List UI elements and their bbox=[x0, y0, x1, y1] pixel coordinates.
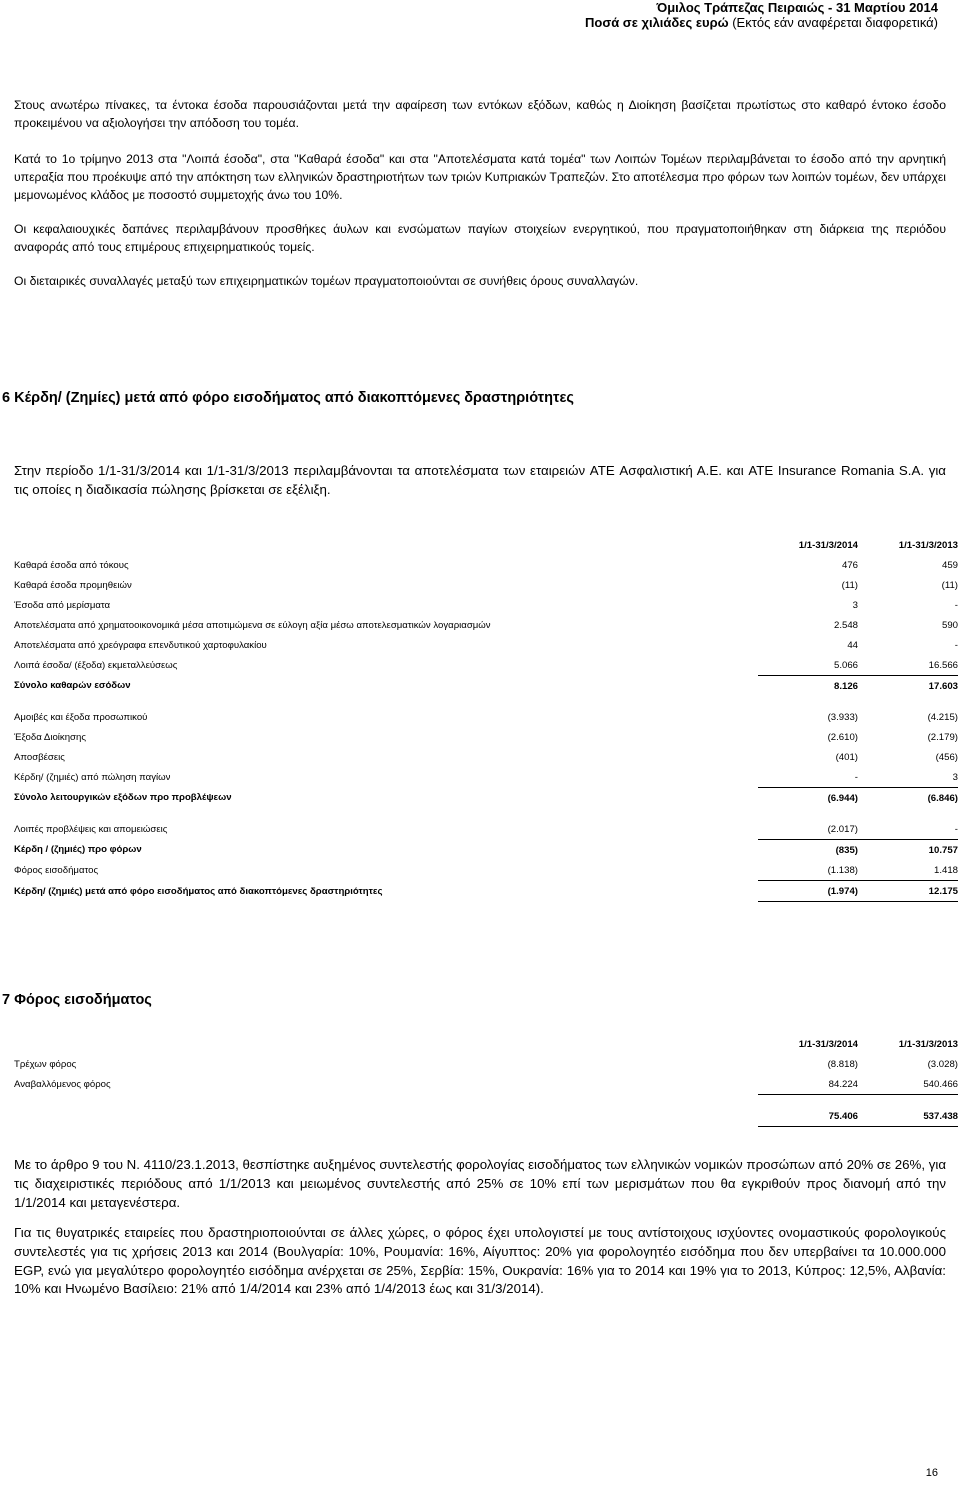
intro-paragraph-4: Οι διεταιρικές συναλλαγές μεταξύ των επιχειρηματικών τομέων πραγματοποιούνται σε συνήθεις όρους συναλλαγών. bbox=[14, 274, 639, 288]
section-7-title: 7 Φόρος εισοδήματος bbox=[2, 992, 152, 1008]
table-row: Αποσβέσεις (401) (456) bbox=[14, 751, 958, 763]
header-subtitle bbox=[585, 15, 938, 30]
table-row: Έσοδα από μερίσματα 3 - bbox=[14, 599, 958, 611]
table-row: Φόρος εισοδήματος (1.138) 1.418 bbox=[14, 860, 958, 881]
table-header-row bbox=[14, 1034, 958, 1054]
column-header-2014: 1/1-31/3/2014 bbox=[798, 539, 858, 551]
intro-paragraph-3: Οι κεφαλαιουχικές δαπάνες περιλαμβάνουν προσθήκες άυλων και ενσώματων παγίων στοιχείων ενεργητικού, που πραγματοποιήθηκαν στη διάρκεια της περιόδου αναφοράς από τους επιμέρους επιχειρηματικούς τομείς. bbox=[14, 222, 946, 254]
column-header-2014: 1/1-31/3/2014 bbox=[798, 1038, 858, 1050]
table-row: Κέρδη/ (ζημιές) από πώληση παγίων - 3 bbox=[14, 767, 958, 788]
table-row: Καθαρά έσοδα από τόκους 476 459 bbox=[14, 559, 958, 571]
discontinued-operations-table bbox=[14, 535, 958, 902]
page-number: 16 bbox=[925, 1467, 938, 1479]
header-subtitle-rest: (Εκτός εάν αναφέρεται διαφορετικά) bbox=[728, 15, 938, 30]
column-header-2013: 1/1-31/3/2013 bbox=[898, 539, 958, 551]
header-title: Όμιλος Τράπεζας Πειραιώς - 31 Μαρτίου 2014 bbox=[656, 0, 938, 15]
table-row: Λοιπά έσοδα/ (έξοδα) εκμεταλλεύσεως 5.066 16.566 bbox=[14, 655, 958, 676]
section-6-text: Στην περίοδο 1/1-31/3/2014 και 1/1-31/3/2013 περιλαμβάνονται τα αποτελέσματα των εταιρειών ATE Ασφαλιστική Α.Ε. και ATE Insurance Romania S.A. για τις οποίες η διαδικασία πώλησης βρίσκεται σε εξέλιξη. bbox=[14, 463, 946, 497]
page-header bbox=[585, 0, 938, 30]
table-row: Λοιπές προβλέψεις και απομειώσεις (2.017) - bbox=[14, 819, 958, 840]
table-total-row: Σύνολο καθαρών εσόδων 8.126 17.603 bbox=[14, 680, 958, 692]
table-row: Τρέχων φόρος (8.818) (3.028) bbox=[14, 1058, 958, 1070]
section-7-paragraph-1: Με το άρθρο 9 του Ν. 4110/23.1.2013, θεσπίστηκε αυξημένος συντελεστής φορολογίας εισοδήματος των ελληνικών νομικών προσώπων από 20% σε 26%, για τις διαχειριστικές περιόδους από 1/1/2013 και μειωμένος συντελεστής από 25% σε 10% επί των μερισμάτων που θα εγκριθούν προς διανομή από την 1/1/2014 και μεταγενέστερα. bbox=[14, 1157, 947, 1210]
table-total-row: Κέρδη / (ζημιές) προ φόρων (835) 10.757 bbox=[14, 844, 958, 856]
table-total-row: 75.406 537.438 bbox=[14, 1106, 958, 1127]
section-6-title: 6 Κέρδη/ (Ζημίες) μετά από φόρο εισοδήματος από διακοπτόμενες δραστηριότητες bbox=[2, 390, 574, 406]
table-row: Αμοιβές και έξοδα προσωπικού (3.933) (4.215) bbox=[14, 711, 958, 723]
intro-paragraph-2: Κατά το 1ο τρίμηνο 2013 στα "Λοιπά έσοδα", στα "Καθαρά έσοδα" και στα "Αποτελέσματα κατά τομέα" των Λοιπών Τομέων περιλαμβάνεται το έσοδο από την αρνητική υπεραξία που προέκυψε από την απόκτηση των ελληνικών δραστηριοτήτων των τριών Κυπριακών Τραπεζών. Στο αποτέλεσμα προ φόρων των λοιπών τομέων, δεν υπάρχει μεμονωμένος κλάδος με ποσοστό συμμετοχής άνω του 10%. bbox=[14, 152, 946, 202]
table-total-row: Σύνολο λειτουργικών εξόδων προ προβλέψεων (6.944) (6.846) bbox=[14, 792, 958, 804]
section-7-paragraph-2: Για τις θυγατρικές εταιρείες που δραστηριοποιούνται σε άλλες χώρες, ο φόρος έχει υπολογιστεί με τους αντίστοιχους ισχύοντες ονομαστικούς φορολογικούς συντελεστές για τις χρήσεις 2013 και 2014 (Βουλγαρία: 10%, Ρουμανία: 16%, Αίγυπτος: 20% για φορολογητέο εισόδημα που δεν υπερβαίνει τα 10.000.000 EGP, ενώ για μεγαλύτερο φορολογητέο εισόδημα ανέρχεται σε 25%, Σερβία: 15%, Ουκρανία: 16% για το 2014 και 19% για το 2013, Κύπρος: 12,5%, Αλβανία: 10% και Ηνωμένο Βασίλειο: 21% από 1/4/2014 και 23% από 1/4/2013 έως και 31/3/2014). bbox=[14, 1225, 946, 1297]
header-subtitle-bold: Ποσά σε χιλιάδες ευρώ bbox=[584, 15, 729, 30]
table-row: Αποτελέσματα από χρεόγραφα επενδυτικού χαρτοφυλακίου 44 - bbox=[14, 639, 958, 651]
table-header-row bbox=[14, 535, 958, 555]
table-row: Καθαρά έσοδα προμηθειών (11) (11) bbox=[14, 579, 958, 591]
table-row: Έξοδα Διοίκησης (2.610) (2.179) bbox=[14, 731, 958, 743]
table-row: Αποτελέσματα από χρηματοοικονομικά μέσα αποτιμώμενα σε εύλογη αξία μέσω αποτελεσματικών λογαριασμών 2.548 590 bbox=[14, 619, 958, 631]
income-tax-table bbox=[14, 1034, 958, 1127]
column-header-2013: 1/1-31/3/2013 bbox=[898, 1038, 958, 1050]
table-total-row: Κέρδη/ (ζημιές) μετά από φόρο εισοδήματος από διακοπτόμενες δραστηριότητες (1.974) 12.175 bbox=[14, 881, 958, 902]
table-row: Αναβαλλόμενος φόρος 84.224 540.466 bbox=[14, 1074, 958, 1095]
intro-paragraph-1: Στους ανωτέρω πίνακες, τα έντοκα έσοδα παρουσιάζονται μετά την αφαίρεση των εντόκων εξόδων, καθώς η Διοίκηση βασίζεται πρωτίστως στο καθαρό έντοκο έσοδο προκειμένου να αξιολογήσει την απόδοση του τομέα. bbox=[14, 98, 946, 130]
